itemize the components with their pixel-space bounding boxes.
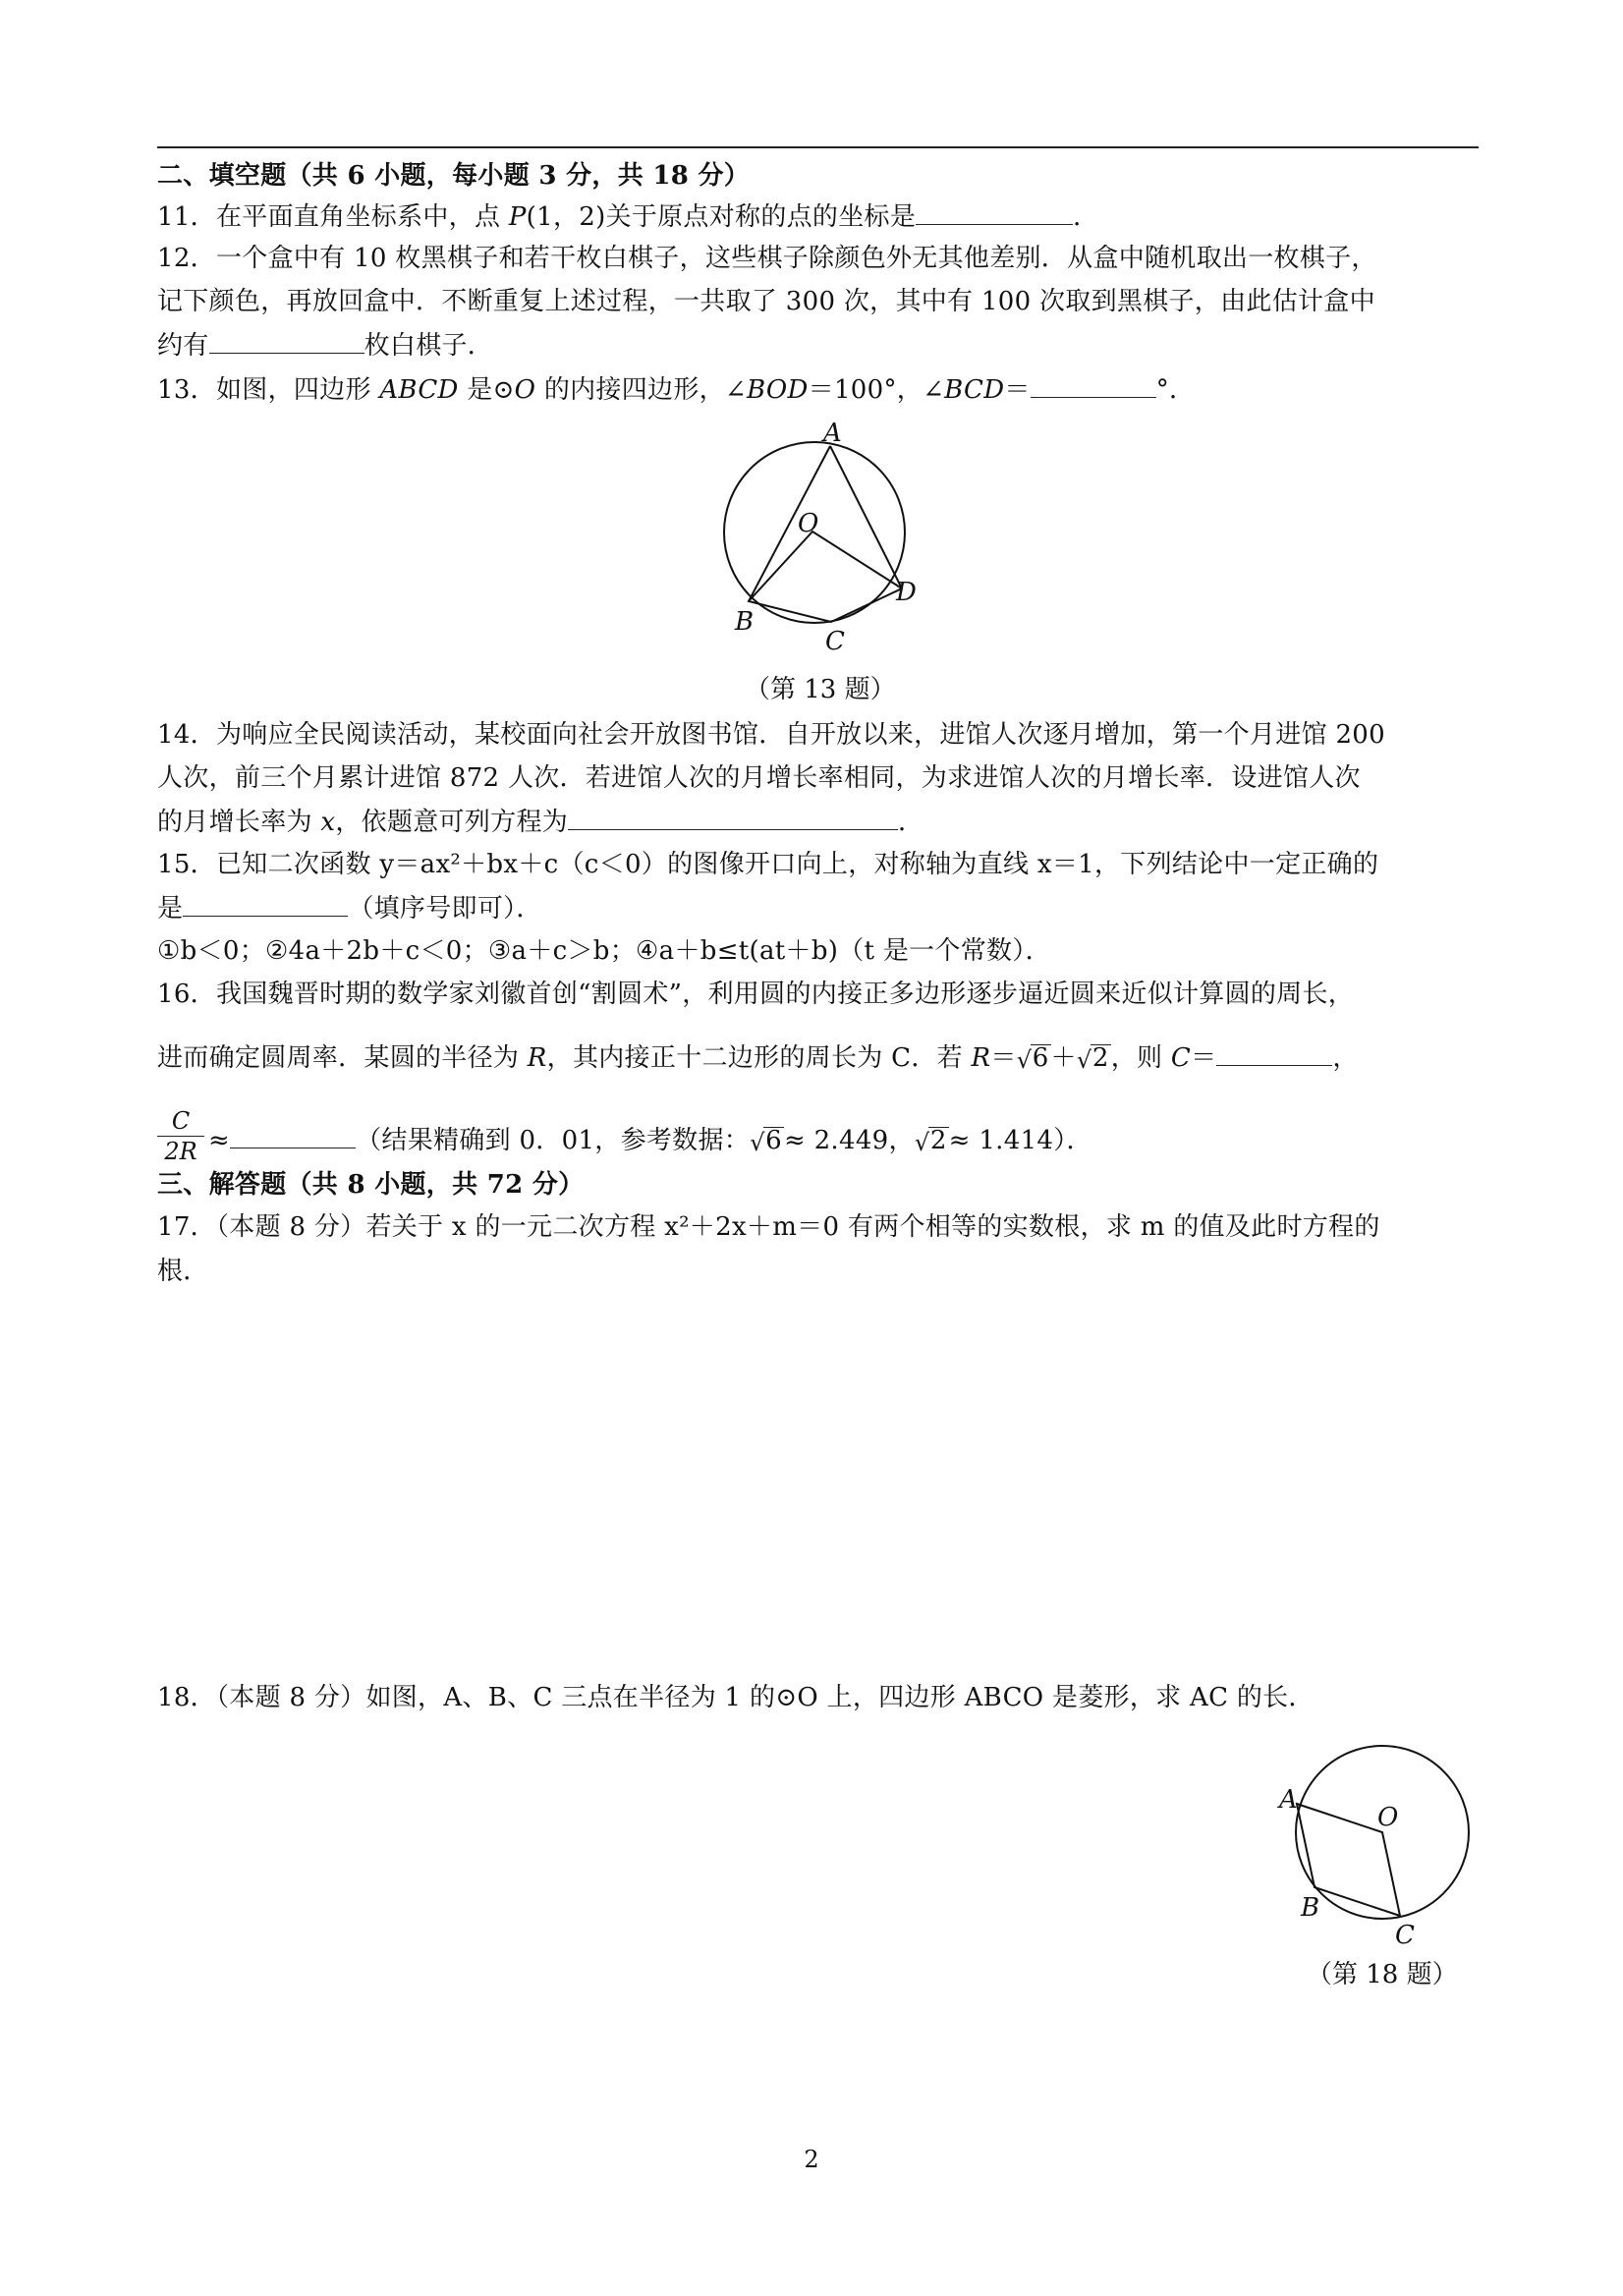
question-14-line-2: 人次，前三个月累计进馆 872 人次．若进馆人次的月增长率相同，为求进馆人次的月增长率．设进馆人次 xyxy=(157,763,1361,793)
sqrt-6: √ 6 xyxy=(1016,1043,1049,1074)
question-12-line-3: 约有 枚白棋子． xyxy=(157,331,494,361)
answer-blank[interactable] xyxy=(916,200,1073,225)
question-16-line-3: ≈ （结果精确到 0．01，参考数据： √ 6≈ 2.449， √ 2≈ 1.414）． xyxy=(208,1126,1092,1156)
question-14-line-3: 的月增长率为 x，依题意可列方程为 ． xyxy=(157,808,924,837)
question-13: 13．如图，四边形 ABCD 是⊙O 的内接四边形，∠BOD＝100°，∠BCD＝ °． xyxy=(157,375,1196,405)
figure-13 xyxy=(707,418,923,653)
question-12-line-1: 12．一个盒中有 10 枚黑棋子和若干枚白棋子，这些棋子除颜色外无其他差别．从盒中随机取出一枚棋子， xyxy=(157,244,1377,273)
question-18: 18．（本题 8 分）如图，A、B、C 三点在半径为 1 的⊙O 上，四边形 ABCO 是菱形，求 AC 的长． xyxy=(157,1683,1315,1712)
answer-blank[interactable] xyxy=(1031,373,1156,398)
fraction-c-over-2r: $\frac{C}{2R}$ xyxy=(157,1106,204,1166)
answer-blank[interactable] xyxy=(183,892,348,917)
question-15-line-3: ①b＜0；②4a＋2b＋c＜0；③a＋c＞b；④a＋b≤t(at＋b)（t 是一个常数）． xyxy=(157,936,1051,966)
label-o: O xyxy=(798,509,819,538)
label-d: D xyxy=(896,578,917,607)
answer-blank[interactable] xyxy=(209,329,364,354)
figure-13-caption: （第 13 题） xyxy=(745,675,896,704)
answer-blank[interactable] xyxy=(568,806,898,830)
figure-18 xyxy=(1267,1737,1493,1953)
section-3-title: 三、解答题（共 8 小题，共 72 分） xyxy=(157,1170,585,1200)
question-12-line-2: 记下颜色，再放回盒中．不断重复上述过程，一共取了 300 次，其中有 100 次取到黑棋子，由此估计盒中 xyxy=(157,287,1375,316)
question-17-line-1: 17．（本题 8 分）若关于 x 的一元二次方程 x²＋2x＋m＝0 有两个相等的实数根，求 m 的值及此时方程的 xyxy=(157,1212,1380,1242)
question-15-line-2: 是 （填序号即可）． xyxy=(157,894,542,924)
question-16-line-2: 进而确定圆周率．某圆的半径为 R，其内接正十二边形的周长为 C．若 R＝ √ 6＋ √ 2，则 C＝ ， xyxy=(157,1043,1359,1074)
label-b: B xyxy=(735,607,755,637)
label-a: A xyxy=(1279,1785,1298,1815)
answer-blank[interactable] xyxy=(1216,1041,1332,1066)
sqrt-6: √ 6 xyxy=(750,1126,782,1156)
label-c: C xyxy=(1395,1921,1415,1950)
question-16-line-1: 16．我国魏晋时期的数学家刘徽首创“割圆术”，利用圆的内接正多边形逐步逼近圆来近似计算圆的周长， xyxy=(157,980,1355,1009)
question-17-line-2: 根． xyxy=(157,1257,209,1286)
header-rule xyxy=(157,146,1479,148)
question-15-line-1: 15．已知二次函数 y＝ax²＋bx＋c（c＜0）的图像开口向上，对称轴为直线 x＝1，下列结论中一定正确的 xyxy=(157,850,1379,879)
label-o: O xyxy=(1377,1803,1399,1832)
question-14-line-1: 14．为响应全民阅读活动，某校面向社会开放图书馆．自开放以来，进馆人次逐月增加，第一个月进馆 200 xyxy=(157,720,1385,750)
answer-blank[interactable] xyxy=(230,1124,356,1148)
label-c: C xyxy=(825,627,845,653)
label-a: A xyxy=(823,419,842,448)
label-b: B xyxy=(1301,1893,1320,1923)
question-11: 11．在平面直角坐标系中，点 P(1，2)关于原点对称的点的坐标是 ． xyxy=(157,202,1099,232)
sqrt-2: √ 2 xyxy=(914,1126,947,1156)
section-2-title: 二、填空题（共 6 小题，每小题 3 分，共 18 分） xyxy=(157,161,751,191)
page-number: 2 xyxy=(804,2146,819,2173)
sqrt-2: √ 2 xyxy=(1076,1043,1109,1074)
figure-18-caption: （第 18 题） xyxy=(1307,1960,1458,1989)
